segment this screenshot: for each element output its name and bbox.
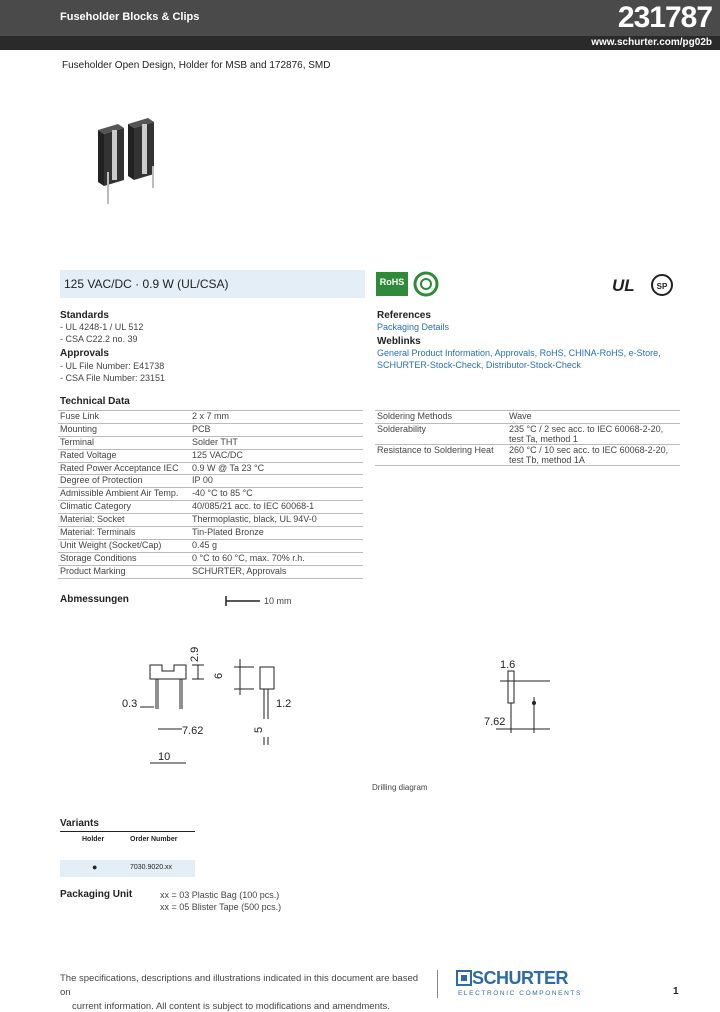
dim-label: 10 <box>158 751 171 763</box>
tech-label: Degree of Protection <box>58 475 190 488</box>
dim-label: 7.62 <box>484 716 506 728</box>
dim-label: 5 <box>253 726 265 733</box>
tech-row <box>58 539 363 552</box>
variants-rule <box>60 831 195 832</box>
dimensions-title: Abmessungen <box>60 594 129 605</box>
tech-value: SCHURTER, Approvals <box>190 565 363 578</box>
packaging-item: xx = 05 Blister Tape (500 pcs.) <box>160 902 282 912</box>
variant-marker: ● <box>92 862 98 872</box>
tech-row <box>58 552 363 565</box>
tech-row <box>58 462 363 475</box>
dim-label: 0.3 <box>122 698 138 710</box>
tech-value-line: 235 °C / 2 sec acc. to IEC 60068-2-20, <box>509 423 664 434</box>
tech-label: Terminal <box>58 436 190 449</box>
footer-line: The specifications, descriptions and illustrations indicated in this document are based on <box>60 973 419 998</box>
tech-value: -40 °C to 85 °C <box>190 488 363 501</box>
tech-value: 40/085/21 acc. to IEC 60068-1 <box>190 501 363 514</box>
packaging-details-link[interactable]: Packaging Details <box>377 322 450 332</box>
drilling-diagram-label: Drilling diagram <box>372 783 428 792</box>
tech-value <box>507 411 680 424</box>
dim-label: 6 <box>213 672 225 679</box>
page-number: 1 <box>673 986 679 997</box>
rating-bar <box>60 270 365 298</box>
tech-label: Material: Socket <box>58 514 190 527</box>
packaging-item: xx = 03 Plastic Bag (100 pcs.) <box>160 890 280 900</box>
tech-row <box>58 449 363 462</box>
tech-value-line: Wave <box>509 411 532 421</box>
tech-value: PCB <box>190 423 363 436</box>
tech-row <box>58 411 363 424</box>
schurter-logo: SCHURTER <box>472 968 569 988</box>
svg-text:UL: UL <box>612 276 635 295</box>
tech-label: Rated Voltage <box>58 449 190 462</box>
svg-text:RoHS: RoHS <box>379 277 405 287</box>
tech-value: Thermoplastic, black, UL 94V-0 <box>190 514 363 527</box>
tech-value: 0 °C to 60 °C, max. 70% r.h. <box>190 552 363 565</box>
tech-label: Unit Weight (Socket/Cap) <box>58 539 190 552</box>
url-bar <box>0 36 720 50</box>
tech-value <box>507 444 680 465</box>
variants-col-order: Order Number <box>130 836 178 843</box>
tech-row <box>375 411 680 424</box>
tech-label: Mounting <box>58 423 190 436</box>
svg-text:SP: SP <box>656 282 668 291</box>
tech-row <box>58 527 363 540</box>
packaging-list <box>160 889 281 913</box>
tech-value: IP 00 <box>190 475 363 488</box>
tech-label: Soldering Methods <box>375 411 507 424</box>
scale-bar <box>220 594 330 608</box>
scale-label: 10 mm <box>264 596 292 606</box>
variants-title: Variants <box>60 818 99 829</box>
technical-data-table-right <box>375 410 680 466</box>
variant-order-number: 7030.9020.xx <box>130 864 173 871</box>
tech-row <box>58 475 363 488</box>
tech-label: Solderability <box>375 423 507 444</box>
dim-label: 1.6 <box>500 659 516 671</box>
standards-list <box>60 321 143 345</box>
ul-csa-icon <box>610 272 680 298</box>
approvals-list <box>60 360 165 384</box>
dim-label: 2.9 <box>189 646 201 662</box>
approvals-title: Approvals <box>60 348 109 359</box>
tech-value-line: test Tb, method 1A <box>509 454 585 465</box>
tech-row <box>375 444 680 465</box>
tech-value <box>507 423 680 444</box>
tech-label: Fuse Link <box>58 411 190 424</box>
tech-row <box>58 436 363 449</box>
drilling-diagram <box>480 655 560 745</box>
weblinks-title: Weblinks <box>377 336 421 347</box>
approval-item: - UL File Number: E41738 <box>60 361 165 371</box>
product-photo <box>80 112 190 212</box>
rohs-icon <box>372 270 442 298</box>
tech-value: 125 VAC/DC <box>190 449 363 462</box>
tech-label: Storage Conditions <box>58 552 190 565</box>
standard-item: - CSA C22.2 no. 39 <box>60 334 138 344</box>
standards-title: Standards <box>60 310 109 321</box>
footer-divider <box>437 970 438 998</box>
approval-item: - CSA File Number: 23151 <box>60 373 166 383</box>
tech-value: 2 x 7 mm <box>190 411 363 424</box>
references-title: References <box>377 310 431 321</box>
packaging-title: Packaging Unit <box>60 889 133 900</box>
variants-col-holder: Holder <box>82 836 105 843</box>
tech-value: Solder THT <box>190 436 363 449</box>
technical-data-table-left <box>58 410 363 579</box>
tech-value-line: test Ta, method 1 <box>509 433 578 444</box>
tech-value-line: 260 °C / 10 sec acc. to IEC 60068-2-20, <box>509 444 669 455</box>
dim-label: 1.2 <box>276 698 292 710</box>
tech-value: 0.9 W @ Ta 23 °C <box>190 462 363 475</box>
tech-row <box>58 488 363 501</box>
tech-label: Material: Terminals <box>58 527 190 540</box>
schurter-logo-sub: ELECTRONIC COMPONENTS <box>458 990 582 997</box>
weblinks-line-2[interactable]: SCHURTER-Stock-Check, Distributor-Stock-Check <box>377 360 581 370</box>
tech-row <box>58 514 363 527</box>
variant-row <box>60 860 195 877</box>
tech-label: Rated Power Acceptance IEC <box>58 462 190 475</box>
tech-label: Product Marking <box>58 565 190 578</box>
standard-item: - UL 4248-1 / UL 512 <box>60 322 144 332</box>
footer-line: current information. All content is subject to modifications and amendments. <box>72 1001 390 1012</box>
dim-label: 7.62 <box>182 725 204 737</box>
header-bar <box>0 0 720 36</box>
tech-row <box>375 423 680 444</box>
weblinks-line-1[interactable]: General Product Information, Approvals, RoHS, CHINA-RoHS, e-Store, <box>377 348 661 358</box>
footer-disclaimer <box>60 972 430 1012</box>
dimension-drawing-side <box>210 655 300 765</box>
tech-row <box>58 501 363 514</box>
tech-label: Climatic Category <box>58 501 190 514</box>
part-number: 231787 <box>617 1 712 34</box>
tech-value: Tin-Plated Bronze <box>190 527 363 540</box>
technical-data-title: Technical Data <box>60 396 130 407</box>
header-title: Fuseholder Blocks & Clips <box>60 11 200 23</box>
tech-row <box>58 565 363 578</box>
product-subtitle: Fuseholder Open Design, Holder for MSB and 172876, SMD <box>62 60 331 71</box>
tech-label: Resistance to Soldering Heat <box>375 444 507 465</box>
tech-value: 0.45 g <box>190 539 363 552</box>
tech-row <box>58 423 363 436</box>
website-link[interactable]: www.schurter.com/pg02b <box>591 37 712 48</box>
rating-text: 125 VAC/DC · 0.9 W (UL/CSA) <box>64 277 229 291</box>
schurter-logo-icon <box>456 970 472 986</box>
tech-label: Admissible Ambient Air Temp. <box>58 488 190 501</box>
